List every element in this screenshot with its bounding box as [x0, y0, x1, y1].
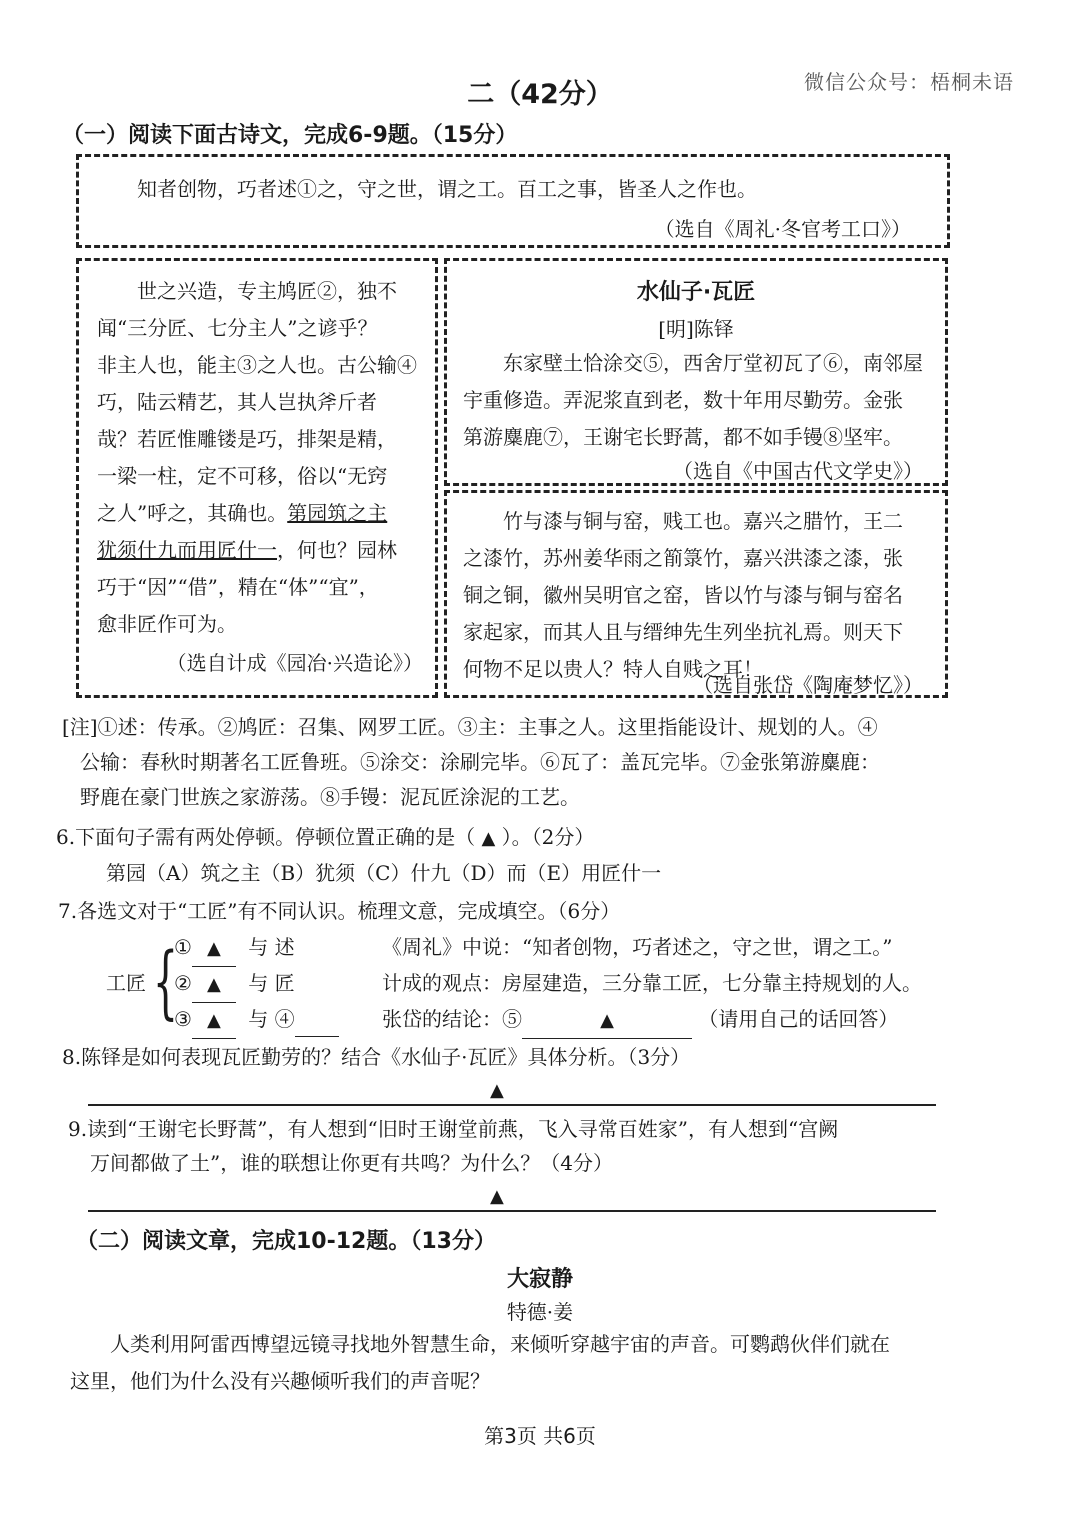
- q7-row2-with: 与 匠: [248, 971, 295, 995]
- yuanye-line-9: 巧于“因”“借”，精在“体”“宜”，: [97, 575, 379, 599]
- question-8: 8.陈铎是如何表现瓦匠勤劳的？结合《水仙子·瓦匠》具体分析。（3分）: [62, 1045, 691, 1069]
- part2-heading: （二）阅读文章，完成10-12题。（13分）: [76, 1229, 496, 1254]
- article-author: 特德·姜: [506, 1300, 574, 1324]
- q7-row-2: [174, 966, 295, 1003]
- q9-answer-marker: ▲: [490, 1186, 504, 1207]
- q6-stem-b: ）。（2分）: [501, 825, 595, 849]
- part1-heading: （一）阅读下面古诗文，完成6-9题。（15分）: [62, 123, 518, 148]
- yuanye-box: [76, 258, 438, 698]
- note-line-2: 公输：春秋时期著名工匠鲁班。⑤涂交：涂刷完毕。⑥瓦了：盖瓦完毕。⑦金张第游麋鹿：: [80, 750, 880, 774]
- zhouli-source: （选自《周礼·冬官考工口》）: [654, 217, 911, 241]
- zhangdai-line-5: 何物不足以贵人？特人自贱之耳！: [463, 657, 763, 681]
- zhouli-text: 知者创物，巧者述①之，守之世，谓之工。百工之事，皆圣人之作也。: [137, 177, 757, 201]
- q7-row2-desc: 计成的观点：房屋建造，三分靠工匠，七分靠主持规划的人。: [382, 971, 922, 995]
- article-text: [70, 1326, 970, 1400]
- poem-line-1: 东家壁土恰涂交⑤，西舍厅堂初瓦了⑥，南邻屋: [503, 351, 923, 375]
- zhangdai-source: （选自张岱《陶庵梦忆》）: [693, 673, 923, 697]
- section-title: 二（42分）: [467, 79, 613, 110]
- underlined-sentence-a: 第园筑之主: [287, 501, 388, 525]
- zhangdai-box: [444, 490, 948, 698]
- q9-line-1: 9.读到“王谢宅长野蒿”，有人想到“旧时王谢堂前燕，飞入寻常百姓家”，有人想到“宫阙: [68, 1117, 839, 1141]
- q7-blank-5: ▲: [522, 1004, 692, 1039]
- q7-row3-tail: （请用自己的话回答）: [698, 1007, 899, 1031]
- yuanye-line-4: 巧，陆云精艺，其人岂执斧斤者: [97, 390, 377, 414]
- yuanye-line-3: 非主人也，能主③之人也。古公输④: [97, 353, 417, 377]
- q7-row1-num: ①: [174, 935, 192, 959]
- q7-brace: {: [152, 935, 179, 1028]
- q8-answer-line: [88, 1104, 936, 1106]
- q7-blank-1: ▲: [192, 932, 236, 967]
- yuanye-source: （选自计成《园冶·兴造论》）: [166, 651, 423, 675]
- zhangdai-line-1: 竹与漆与铜与窑，贱工也。嘉兴之腊竹，王二: [503, 509, 903, 533]
- q7-row-3: [174, 1002, 339, 1039]
- q7-row1-with: 与 述: [248, 935, 295, 959]
- q7-row1-desc: 《周礼》中说：“知者创物，巧者述之，守之世，谓之工。”: [382, 935, 893, 959]
- q7-blank-3: ▲: [192, 1004, 236, 1039]
- q7-row2-num: ②: [174, 971, 192, 995]
- zhangdai-line-2: 之漆竹，苏州姜华雨之箾箓竹，嘉兴洪漆之漆，张: [463, 546, 903, 570]
- poem-source: （选自《中国古代文学史》）: [673, 459, 923, 483]
- article-title: 大寂静: [506, 1267, 573, 1292]
- question-6: [56, 820, 594, 856]
- q7-blank-4: [295, 1002, 339, 1037]
- yuanye-line-5: 哉？若匠惟雕镂是巧，排架是精，: [97, 427, 397, 451]
- q7-row-3-right: [382, 1002, 898, 1039]
- q8-answer-marker: ▲: [490, 1080, 504, 1101]
- article-line-2: 这里，他们为什么没有兴趣倾听我们的声音呢？: [70, 1369, 490, 1393]
- poem-author: [明]陈铎: [658, 317, 734, 341]
- zhangdai-line-4: 家起家，而其人且与缙绅先生列坐抗礼焉。则天下: [463, 620, 903, 644]
- q9-answer-line: [88, 1210, 936, 1212]
- notes: [62, 710, 880, 815]
- yuanye-line-10: 愈非匠作可为。: [97, 612, 237, 636]
- yuanye-line-6: 一梁一柱，定不可移，俗以“无窍: [97, 464, 388, 488]
- watermark: 微信公众号：梧桐未语: [804, 70, 1014, 94]
- poem-line-2: 宇重修造。弄泥浆直到老，数十年用尽勤劳。金张: [463, 388, 903, 412]
- yuanye-line-7: [97, 495, 432, 532]
- q9-line-2: 万间都做了土”，谁的联想让你更有共鸣？为什么？（4分）: [90, 1151, 613, 1175]
- q7-row3-num: ③: [174, 1007, 192, 1031]
- yuanye-line-8: [97, 532, 432, 569]
- q7-row3-desc: 张岱的结论：⑤: [382, 1007, 522, 1031]
- yuanye-line-1: 世之兴造，专主鸠匠②，独不: [137, 279, 397, 303]
- poem-box: [444, 258, 948, 486]
- yuanye-line-7-text: 之人”呼之，其确也。: [97, 501, 288, 525]
- page-footer: 第3页 共6页: [484, 1424, 596, 1448]
- question-7: 7.各选文对于“工匠”有不同认识。梳理文意，完成填空。（6分）: [58, 899, 621, 923]
- underlined-sentence-b: 犹须什九而用匠什一: [97, 538, 277, 562]
- zhouli-box: [76, 154, 950, 248]
- q7-row3-with: 与 ④: [248, 1007, 295, 1031]
- zhangdai-line-3: 铜之铜，徽州吴明官之窑，皆以竹与漆与铜与窑名: [463, 583, 903, 607]
- article-line-1: 人类利用阿雷西博望远镜寻找地外智慧生命，来倾听穿越宇宙的声音。可鹦鹉伙伴们就在: [110, 1332, 890, 1356]
- yuanye-text: [97, 273, 432, 643]
- question-9: [68, 1112, 838, 1180]
- note-line-3: 野鹿在豪门世族之家游荡。⑧手镘：泥瓦匠涂泥的工艺。: [80, 785, 580, 809]
- q7-label: 工匠: [106, 971, 146, 995]
- yuanye-line-8-rest: ，何也？园林: [277, 538, 397, 562]
- q6-answer-marker: ▲: [481, 828, 496, 849]
- yuanye-line-2: 闻“三分匠、七分主人”之谚乎？: [97, 316, 378, 340]
- q7-row-1: [174, 930, 295, 967]
- q7-blank-2: ▲: [192, 968, 236, 1003]
- q6-stem-a: 6.下面句子需有两处停顿。停顿位置正确的是（: [56, 825, 476, 849]
- q6-options: 第园（A）筑之主（B）犹须（C）什九（D）而（E）用匠什一: [106, 861, 662, 885]
- note-line-1: [注]①述：传承。②鸠匠：召集、网罗工匠。③主：主事之人。这里指能设计、规划的人。④: [62, 715, 878, 739]
- poem-line-3: 第游麋鹿⑦，王谢宅长野蒿，都不如手镘⑧坚牢。: [463, 425, 903, 449]
- zhangdai-text: [463, 503, 943, 688]
- poem-title: 水仙子·瓦匠: [636, 280, 756, 305]
- poem-text: [463, 345, 943, 456]
